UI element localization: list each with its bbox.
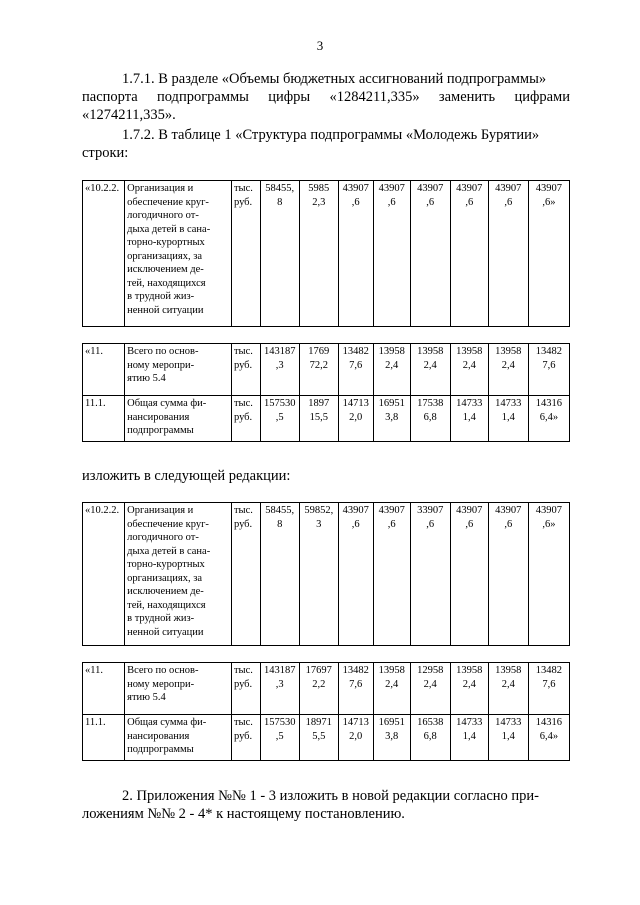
row-code: 11.1. xyxy=(83,715,125,761)
cell-line: 13958 xyxy=(417,346,444,357)
cell-line: 14713 xyxy=(342,717,369,728)
value-cell xyxy=(488,344,528,396)
value-cell xyxy=(450,663,488,715)
value-cell xyxy=(410,396,450,442)
table-row xyxy=(83,396,570,442)
old-table-row-10-2-2 xyxy=(82,180,570,327)
cell-line: 2,4 xyxy=(462,359,476,371)
cell-line: 33907 xyxy=(417,505,444,516)
cell-line: ,6 xyxy=(465,518,474,530)
cell-line: дыха детей в сана- xyxy=(127,545,211,557)
cell-line: 13958 xyxy=(456,346,483,357)
value-cell xyxy=(299,396,338,442)
cell-line: ,6 xyxy=(426,518,435,530)
cell-line: организациях, за xyxy=(127,572,202,584)
cell-line: 43907 xyxy=(378,183,405,194)
cell-line: 16951 xyxy=(378,717,405,728)
value-cell xyxy=(260,396,299,442)
value-cell xyxy=(373,715,410,761)
row-unit xyxy=(231,715,260,761)
cell-line: организациях, за xyxy=(127,250,202,262)
cell-line: 2,0 xyxy=(349,411,363,423)
cell-line: 5985 xyxy=(308,183,330,194)
word: подпрограммы xyxy=(156,89,249,105)
cell-line: 1,4 xyxy=(501,730,515,742)
cell-line: 43907 xyxy=(535,183,563,194)
cell-line: торно-курортных xyxy=(127,559,205,570)
value-cell xyxy=(299,181,338,327)
cell-line: 3,8 xyxy=(385,730,399,742)
cell-line: 3 xyxy=(316,518,322,530)
row-name xyxy=(125,344,232,396)
cell-line: ному меропри- xyxy=(127,678,195,690)
cell-line: тыс. xyxy=(233,183,253,194)
cell-line: тей, находящихся xyxy=(127,599,206,611)
cell-line: 43907 xyxy=(456,183,483,194)
value-cell xyxy=(410,181,450,327)
row-code: «11. xyxy=(83,344,125,396)
cell-line: 2,4 xyxy=(423,678,437,690)
cell-line: 17697 xyxy=(305,665,332,676)
cell-line: 1,4 xyxy=(501,411,515,423)
value-cell xyxy=(488,715,528,761)
paragraph-2-line2: ложениям №№ 2 - 4* к настоящему постановлению. xyxy=(82,806,405,822)
value-cell xyxy=(338,663,373,715)
value-cell xyxy=(299,344,338,396)
cell-line: торно-курортных xyxy=(127,237,205,248)
row-name xyxy=(125,181,232,327)
mid-text: изложить в следующей редакции: xyxy=(82,468,291,484)
cell-line: 13482 xyxy=(342,665,369,676)
cell-line: 5,5 xyxy=(312,730,326,742)
value-cell xyxy=(260,715,299,761)
row-name xyxy=(125,715,232,761)
cell-line: ному меропри- xyxy=(127,359,195,371)
cell-line: логодичного от- xyxy=(127,532,199,543)
cell-line: 58455, xyxy=(265,505,295,516)
cell-line: 1769 xyxy=(308,346,330,357)
value-cell xyxy=(299,663,338,715)
value-cell xyxy=(450,181,488,327)
value-cell xyxy=(260,344,299,396)
cell-line: 143187 xyxy=(263,346,296,357)
cell-line: ,3 xyxy=(275,359,284,371)
cell-line: ятию 5.4 xyxy=(127,373,166,384)
cell-line: 14316 xyxy=(535,398,563,409)
cell-line: 1897 xyxy=(308,398,330,409)
value-cell xyxy=(260,181,299,327)
cell-line: руб. xyxy=(233,411,253,423)
cell-line: ,6 xyxy=(351,196,360,208)
cell-line: тей, находящихся xyxy=(127,277,206,289)
cell-line: 1,4 xyxy=(462,730,476,742)
cell-line: ,6 xyxy=(426,196,435,208)
row-unit xyxy=(231,181,260,327)
value-cell xyxy=(528,503,569,646)
cell-line: 2,4 xyxy=(423,359,437,371)
cell-line: ятию 5.4 xyxy=(127,692,166,703)
cell-line: 6,4» xyxy=(539,411,559,423)
cell-line: 7,6 xyxy=(349,359,363,371)
cell-line: ,6 xyxy=(465,196,474,208)
cell-line: 8 xyxy=(277,518,283,530)
cell-line: 13482 xyxy=(342,346,369,357)
row-unit xyxy=(231,663,260,715)
cell-line: тыс. xyxy=(233,505,253,516)
value-cell xyxy=(488,181,528,327)
cell-line: 13958 xyxy=(495,665,522,676)
table-row xyxy=(83,663,570,715)
paragraph-1-7-1-line3: «1274211,335». xyxy=(82,107,176,123)
cell-line: 43907 xyxy=(342,505,369,516)
row-code: «10.2.2. xyxy=(83,181,125,327)
value-cell xyxy=(373,663,410,715)
value-cell xyxy=(528,715,569,761)
cell-line: обеспечение круг- xyxy=(127,518,209,530)
cell-line: ненной ситуации xyxy=(127,304,204,316)
value-cell xyxy=(528,181,569,327)
cell-line: 7,6 xyxy=(542,359,556,371)
cell-line: 2,4 xyxy=(385,678,399,690)
cell-line: 3,8 xyxy=(385,411,399,423)
cell-line: руб. xyxy=(233,730,253,742)
value-cell xyxy=(373,181,410,327)
paragraph-2 xyxy=(82,787,570,823)
row-code: «10.2.2. xyxy=(83,503,125,646)
cell-line: 14733 xyxy=(456,717,483,728)
cell-line: руб. xyxy=(233,359,253,371)
cell-line: руб. xyxy=(233,518,253,530)
value-cell xyxy=(450,503,488,646)
row-code: 11.1. xyxy=(83,396,125,442)
paragraph-1-7-2 xyxy=(82,126,570,162)
cell-line: 6,4» xyxy=(539,730,559,742)
cell-line: 7,6 xyxy=(349,678,363,690)
paragraph-1-7-2-line2: строки: xyxy=(82,145,129,161)
row-name xyxy=(125,503,232,646)
cell-line: логодичного от- xyxy=(127,210,199,221)
cell-line: 59852, xyxy=(304,505,334,516)
cell-line: 13958 xyxy=(378,665,405,676)
cell-line: в трудной жиз- xyxy=(127,291,195,302)
paragraph-1-7-1-line1: 1.7.1. В разделе «Объемы бюджетных ассигнований подпрограммы» xyxy=(122,71,547,87)
value-cell xyxy=(373,396,410,442)
cell-line: 43907 xyxy=(378,505,405,516)
cell-line: дыха детей в сана- xyxy=(127,223,211,235)
value-cell xyxy=(299,503,338,646)
paragraph-1-7-2-line1: 1.7.2. В таблице 1 «Структура подпрограммы «Молодежь Бурятии» xyxy=(122,127,540,143)
cell-line: тыс. xyxy=(233,346,253,357)
cell-line: 43907 xyxy=(456,505,483,516)
cell-line: 14733 xyxy=(495,717,522,728)
cell-line: 2,4 xyxy=(462,678,476,690)
cell-line: подпрограммы xyxy=(127,744,194,755)
cell-line: 43907 xyxy=(417,183,444,194)
cell-line: подпрограммы xyxy=(127,425,194,436)
cell-line: Организация и xyxy=(127,183,194,194)
value-cell xyxy=(450,344,488,396)
cell-line: ,6 xyxy=(351,518,360,530)
row-unit xyxy=(231,396,260,442)
paragraph-1-7-1-line2 xyxy=(82,88,570,106)
value-cell xyxy=(373,344,410,396)
cell-line: нансирования xyxy=(127,411,190,423)
table-row xyxy=(83,181,570,327)
table-row xyxy=(83,715,570,761)
cell-line: 13482 xyxy=(535,665,563,676)
paragraph-1-7-1 xyxy=(82,70,570,124)
value-cell xyxy=(488,503,528,646)
cell-line: 13958 xyxy=(495,346,522,357)
cell-line: 2,4 xyxy=(385,359,399,371)
row-unit xyxy=(231,503,260,646)
cell-line: 2,2 xyxy=(312,678,326,690)
cell-line: 12958 xyxy=(417,665,444,676)
cell-line: 6,8 xyxy=(423,730,437,742)
cell-line: ,6 xyxy=(387,196,396,208)
cell-line: 8 xyxy=(277,196,283,208)
cell-line: 2,0 xyxy=(349,730,363,742)
word: цифры xyxy=(268,89,311,105)
old-table-totals xyxy=(82,343,570,442)
cell-line: 157530 xyxy=(263,717,296,728)
cell-line: 2,4 xyxy=(501,678,515,690)
cell-line: тыс. xyxy=(233,398,253,409)
cell-line: ,6 xyxy=(504,196,513,208)
cell-line: 43907 xyxy=(495,183,522,194)
cell-line: 7,6 xyxy=(542,678,556,690)
value-cell xyxy=(410,503,450,646)
table-row xyxy=(83,503,570,646)
cell-line: 43907 xyxy=(535,505,563,516)
value-cell xyxy=(488,396,528,442)
paragraph-2-line1: 2. Приложения №№ 1 - 3 изложить в новой редакции согласно при- xyxy=(122,788,540,804)
value-cell xyxy=(338,396,373,442)
cell-line: руб. xyxy=(233,678,253,690)
cell-line: Организация и xyxy=(127,505,194,516)
page-number: 3 xyxy=(316,38,324,53)
row-code: «11. xyxy=(83,663,125,715)
value-cell xyxy=(260,503,299,646)
cell-line: 2,4 xyxy=(501,359,515,371)
cell-line: ,6» xyxy=(542,196,556,208)
cell-line: Общая сумма фи- xyxy=(127,717,207,728)
cell-line: 13482 xyxy=(535,346,563,357)
cell-line: руб. xyxy=(233,196,253,208)
cell-line: 1,4 xyxy=(462,411,476,423)
value-cell xyxy=(338,715,373,761)
value-cell xyxy=(450,715,488,761)
value-cell xyxy=(410,663,450,715)
cell-line: нансирования xyxy=(127,730,190,742)
cell-line: 14733 xyxy=(495,398,522,409)
new-table-totals xyxy=(82,662,570,761)
cell-line: тыс. xyxy=(233,717,253,728)
cell-line: 18971 xyxy=(305,717,332,728)
value-cell xyxy=(260,663,299,715)
cell-line: 14316 xyxy=(535,717,563,728)
value-cell xyxy=(528,344,569,396)
value-cell xyxy=(338,503,373,646)
cell-line: ,5 xyxy=(275,730,284,742)
cell-line: 13958 xyxy=(456,665,483,676)
cell-line: 157530 xyxy=(263,398,296,409)
cell-line: 13958 xyxy=(378,346,405,357)
word: «1284211,335» xyxy=(329,89,420,105)
cell-line: ,6» xyxy=(542,518,556,530)
cell-line: в трудной жиз- xyxy=(127,613,195,624)
cell-line: Общая сумма фи- xyxy=(127,398,207,409)
value-cell xyxy=(528,396,569,442)
cell-line: 143187 xyxy=(263,665,296,676)
word: цифрами xyxy=(514,89,570,105)
cell-line: ,6 xyxy=(387,518,396,530)
cell-line: 14733 xyxy=(456,398,483,409)
value-cell xyxy=(450,396,488,442)
value-cell xyxy=(299,715,338,761)
value-cell xyxy=(488,663,528,715)
cell-line: 72,2 xyxy=(309,359,328,371)
cell-line: 2,3 xyxy=(312,196,326,208)
cell-line: 16951 xyxy=(378,398,405,409)
cell-line: 58455, xyxy=(265,183,295,194)
cell-line: обеспечение круг- xyxy=(127,196,209,208)
cell-line: Всего по основ- xyxy=(127,665,199,676)
cell-line: 15,5 xyxy=(309,411,328,423)
new-table-row-10-2-2 xyxy=(82,502,570,646)
value-cell xyxy=(410,715,450,761)
value-cell xyxy=(338,181,373,327)
row-name xyxy=(125,396,232,442)
value-cell xyxy=(410,344,450,396)
table-row xyxy=(83,344,570,396)
cell-line: исключением де- xyxy=(127,586,204,597)
row-unit xyxy=(231,344,260,396)
cell-line: 43907 xyxy=(495,505,522,516)
cell-line: ,5 xyxy=(275,411,284,423)
cell-line: Всего по основ- xyxy=(127,346,199,357)
value-cell xyxy=(373,503,410,646)
value-cell xyxy=(338,344,373,396)
cell-line: 17538 xyxy=(417,398,444,409)
row-name xyxy=(125,663,232,715)
word: паспорта xyxy=(82,89,138,105)
cell-line: тыс. xyxy=(233,665,253,676)
value-cell xyxy=(528,663,569,715)
cell-line: ненной ситуации xyxy=(127,626,204,638)
cell-line: исключением де- xyxy=(127,264,204,275)
cell-line: ,3 xyxy=(275,678,284,690)
cell-line: 43907 xyxy=(342,183,369,194)
cell-line: 16538 xyxy=(417,717,444,728)
cell-line: 6,8 xyxy=(423,411,437,423)
word: заменить xyxy=(438,89,496,105)
cell-line: 14713 xyxy=(342,398,369,409)
cell-line: ,6 xyxy=(504,518,513,530)
